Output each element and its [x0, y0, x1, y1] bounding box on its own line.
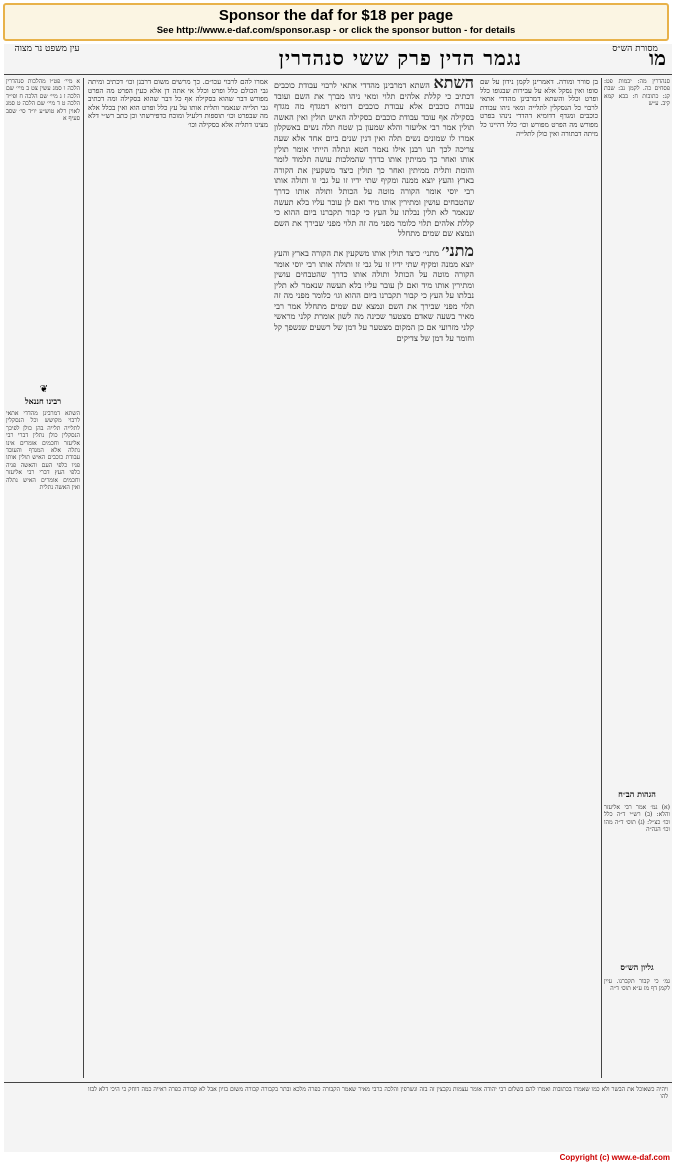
sponsor-subtitle[interactable]: See http://www.e-daf.com/sponsor.asp - or click the sponsor button - for details: [156, 25, 516, 36]
bottom-notes-text: ויהיה כשאוכל את הבשר ולא כמו שאמרו בכתובות ואמרו להם בשלום רבי יהודה אומר עצמות נקבצין זה בזה ונשרפין והלכה כרבי מאיר שאמר הקבורה כפרה מלכא ובתר בקבורה קבורה משום בזיון אבל לא קבורה כפרה ראייה כמה דוחק כי היכי דלא לבזו להו: [88, 1086, 668, 1101]
masoret-heading: מסורת הש״ס: [612, 44, 658, 54]
mishnah-marker: מתני׳: [441, 240, 474, 260]
masoret-column: [604, 78, 670, 458]
gilyon-column: [604, 978, 670, 1068]
rabbeinu-chananel-label: רבינו חננאל: [24, 396, 62, 406]
header-divider: [4, 74, 672, 75]
sponsor-banner[interactable]: [3, 3, 669, 41]
rashi-text: בן סורר ומורה. דאמרינן לקמן נידון על שם סופו ואין נסקל אלא על עבירות שבגופו כלל ופרט וכלל והשתא דמרבינן מהדדי אתאי לרבוי כל הנסקלין לתלייה ומאי ניהו עבודת כוכבים ומגדף דדומיא דהדדי נינהו בפרט מפורש מה הפרט מפורש וכו׳ כלל דהיינו כל מיתה דבתורה ואין כולן לתלייה: [480, 78, 598, 138]
tosafot-text: אמרו להם לרבוי עכו״ם. כך מרשים משום דרבנן וכו׳ דכתיב ומיתה גבי הכולם כלל ופרט וכלל אי אתה דן אלא כעין הפרט מה הפרט מפורש דבר שהוא בסקילה אף כל דבר שהוא בסקילה ומה דכתיב גבי תלייה שנאמר ותלית אותו על עץ כלל ופרט הוא ואין בכלל אלא מה שבפרט וכו׳ תוספות דלעיל ומוכח כדפירשתי וכן כתב רש״י דלא מצינו דתליה אלא בסקילה וכו׳: [88, 78, 268, 129]
gemara-text: השתא דמרבינן מהדדי אתאי לרבוי עבודת כוכבים דכתיב כי קללת אלהים תלוי ומאי ניהו מברך את השם ועובד עבודת כוכבים אלא עבודת כוכבים דומיא דמגדף מה מגדף בסקילה אף עובד עבודת כוכבים בסקילה האיש תולין ואין האשה תולין אמר רבי אליעזר והלא שמעון בן שטח תלה נשים באשקלון אמרו לו שמונים נשים תלה ואין דנין שנים ביום אחד אלא שעה צריכה לכך תנו רבנן אילו נאמר חטא ונתלה הייתי אומר תולין אותו ואחר כך ממיתין אותו כדרך שהמלכות עושה תלמוד לומר והומת ותלית ממיתין ואחר כך תולין כיצד משקעין את הקורה בארץ והעץ יוצא ממנה ומקיף שתי ידיו זו על גבי זו ותולה אותו רבי יוסי אומר הקורה מוטה על הכותל ותולה אותו כדרך שהטבחים עושין ומתירין אותו מיד ואם לן עובר עליו בלא תעשה שנאמר לא תלין נבלתו על העץ כי קבור תקברנו ביום ההוא כי קללת אלהים תלוי כלומר מפני מה זה תלוי מפני שבירך את השם ונמצא שם שמים מתחלל: [274, 81, 474, 239]
mishnah-text: מתני׳ כיצד תולין אותו משקעין את הקורה בארץ והעץ יוצא ממנה ומקיף שתי ידיו זו על גבי זו ותולה אותו רבי יוסי אומר הקורה מוטה על הכותל ותולה אותו כדרך שהטבחים עושין ומתירין אותו מיד ואם לן עובר עליו בלא תעשה שנאמר לא תלין נבלתו על העץ כי קבור תקברנו ביום ההוא וגו׳ כלומר מפני מה זה תלוי מפני שבירך את השם ונמצא שם שמים מתחלל אמר רבי מאיר בשעה שאדם מצטער שכינה מה לשון אומרת קלני מראשי קלני מזרועי אם כן המקום מצטער על דמן של רשעים שנשפך קל וחומר על דמן של צדיקים: [274, 248, 474, 343]
tosafot-column: [88, 78, 268, 1078]
copyright-link[interactable]: Copyright (c) www.e-daf.com: [559, 1153, 670, 1162]
rashi-column: [480, 78, 598, 1078]
sponsor-title[interactable]: Sponsor the daf for $18 per page: [218, 7, 454, 24]
ornament-icon: ❦: [39, 384, 49, 395]
ein-mishpat-column: [6, 78, 80, 378]
page-header: [4, 44, 672, 74]
right-column-divider: [601, 78, 602, 1078]
page-number: מו: [649, 46, 666, 70]
ein-mishpat-text: א מיי׳ פט״ו מהלכות סנהדרין הלכה ו סמג עשין צט ב מיי׳ שם הלכה ז ג מיי׳ שם הלכה ח ופי״ד הלכה ט ד מיי׳ שם הלכה ט סמג לאוין רלא טוש״ע יו״ד סי׳ שסב סעיף א: [6, 78, 80, 123]
left-column-divider: [83, 78, 84, 1078]
rabbeinu-chananel-text: השתא דמרבינן מהדדי אתאי לרבוי מקושש וכל הנסקלין לתלייה תלייה בהן כולן לפיכך הנסקלין כולן נתלין דברי רבי אליעזר וחכמים אומרים אינו נתלה אלא המגדף והעובד עבודת כוכבים האיש תולין אותו פניו כלפי העם והאשה פניה כלפי העץ דברי רבי אליעזר וחכמים אומרים האיש נתלה ואין האשה נתלית: [6, 410, 80, 492]
hagahot-text: (א) גמ׳ אמר רבי אליעזר והלא: (ב) רש״י ד״ה כלל וכו׳ כצ״ל: (ג) תוס׳ ד״ה מהו וכו׳ הגה״ה: [604, 804, 670, 834]
hagahot-label: הגהות הב״ח: [618, 789, 656, 799]
page-title: נגמר הדין פרק ששי סנהדרין: [278, 46, 522, 70]
gilyon-text: גמ׳ כי קבור תקברנו. עיין לקמן דף מז ע״א תוס׳ ד״ה: [604, 978, 670, 993]
talmud-page: [4, 44, 672, 1152]
bottom-notes: [88, 1086, 668, 1148]
hagahot-column: [604, 804, 670, 944]
ein-mishpat-heading: עין משפט נר מצוה: [14, 44, 80, 54]
footer-divider: [4, 1082, 672, 1083]
masoret-text: סנהדרין מה: יבמות פט: פסחים כה. לקמן נב: שבת קג: כתובות ח: בבא קמא קיב. ע״ש: [604, 78, 670, 108]
gemara-column: [274, 78, 474, 1058]
gemara-marker: השתא: [433, 78, 474, 92]
gilyon-label: גליון הש״ס: [620, 962, 654, 972]
rabbeinu-chananel-column: [6, 410, 80, 1150]
